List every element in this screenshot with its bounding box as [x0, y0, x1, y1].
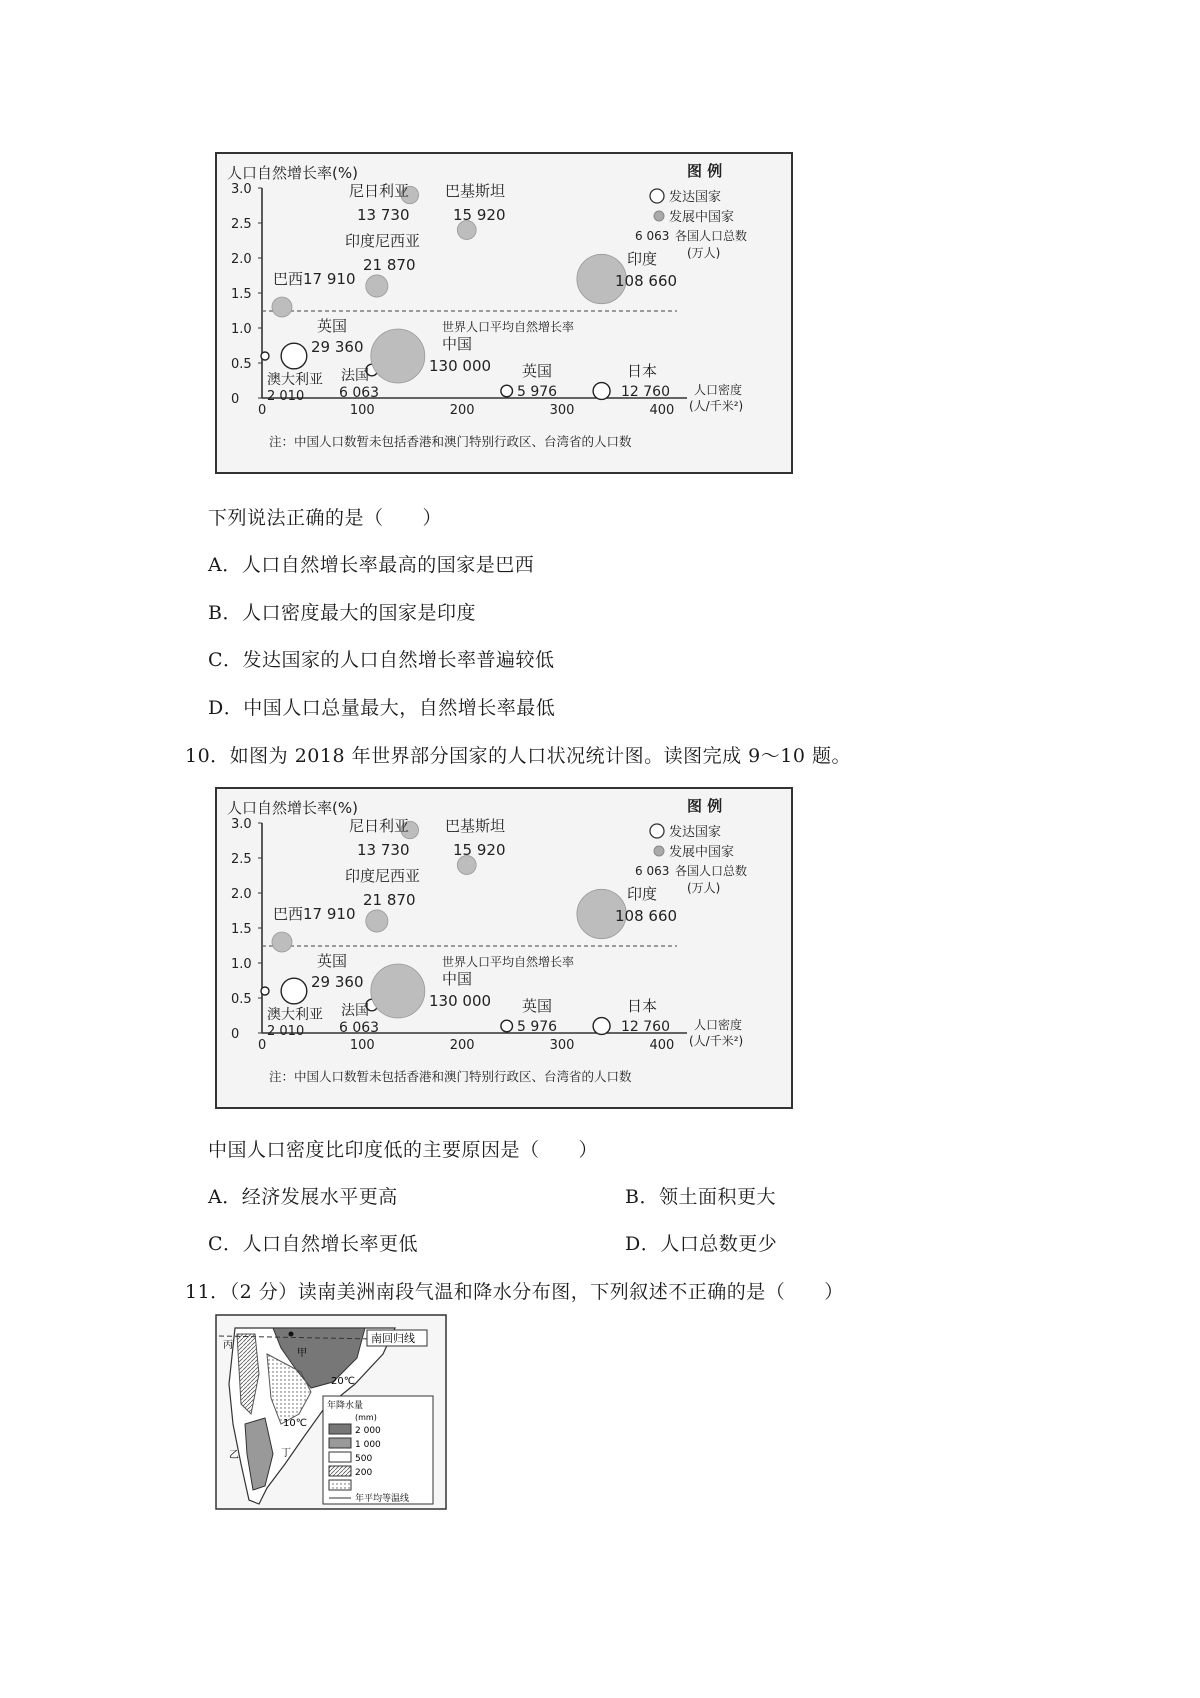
legend-developing-label: 发展中国家 — [669, 845, 735, 860]
label-australia-pop: 2 010 — [267, 1024, 305, 1039]
label-japan-pop: 12 760 — [621, 1019, 670, 1035]
point-ding: 丁 — [281, 1448, 291, 1459]
label-china-pop: 130 000 — [429, 992, 492, 1010]
x-tick-label: 300 — [549, 403, 575, 418]
label-uk: 英国 — [522, 997, 553, 1015]
x-axis-title-1: 人口密度 — [694, 1018, 743, 1032]
q10-title: 10．如图为 2018 年世界部分国家的人口状况统计图。读图完成 9～10 题。 — [185, 745, 851, 767]
legend-size-value: 6 063 — [635, 229, 670, 243]
population-chart-svg — [217, 154, 791, 472]
label-australia: 澳大利亚 — [267, 372, 323, 388]
label-indonesia-pop: 21 870 — [363, 891, 416, 909]
map-legend-200: 200 — [355, 1468, 373, 1478]
legend-title: 图 例 — [687, 797, 723, 815]
map-legend-2000: 2 000 — [355, 1426, 381, 1436]
population-figure-1 — [215, 152, 793, 474]
label-india-pop: 108 660 — [615, 272, 678, 290]
label-india-pop: 108 660 — [615, 907, 678, 925]
label-pakistan: 巴基斯坦 — [445, 182, 506, 200]
map-legend-isotherm: 年平均等温线 — [355, 1494, 410, 1504]
q10-option-b[interactable]: B．领土面积更大 — [625, 1186, 776, 1208]
x-tick-label: 300 — [549, 1038, 575, 1053]
bubble-developing — [366, 910, 388, 932]
population-chart-svg — [217, 789, 791, 1107]
label-france-pop: 6 063 — [339, 1020, 380, 1036]
y-tick-label: 1.5 — [231, 922, 252, 937]
label-india: 印度 — [627, 250, 658, 268]
q9-option-a[interactable]: A．人口自然增长率最高的国家是巴西 — [208, 554, 535, 576]
y-tick-label: 0.5 — [231, 357, 252, 372]
label-pakistan-pop: 15 920 — [453, 206, 506, 224]
q9-option-c[interactable]: C．发达国家的人口自然增长率普遍较低 — [208, 649, 555, 671]
x-axis-title-2: (人/千米²) — [689, 1034, 744, 1048]
x-tick-label: 100 — [349, 1038, 375, 1053]
y-axis-title: 人口自然增长率(%) — [227, 799, 358, 817]
tropic-label: 南回归线 — [371, 1332, 415, 1345]
label-india: 印度 — [627, 885, 658, 903]
label-brazil: 巴西17 910 — [273, 270, 356, 288]
y-tick-label: 2.0 — [231, 252, 252, 267]
legend-developed-label: 发达国家 — [669, 825, 722, 840]
bubble-developing — [371, 329, 425, 383]
world-average-label: 世界人口平均自然增长率 — [442, 955, 575, 969]
legend-developing-marker — [654, 846, 664, 856]
bubble-developing — [272, 932, 292, 952]
chart-note: 注：中国人口数暂未包括香港和澳门特别行政区、台湾省的人口数 — [269, 434, 632, 449]
y-tick-label: 2.5 — [231, 217, 252, 232]
legend-size-text: 各国人口总数 — [675, 229, 748, 243]
label-france: 法国 — [341, 1003, 369, 1019]
population-figure-2 — [215, 787, 793, 1109]
legend-size-unit: (万人) — [687, 246, 721, 260]
label-uk-pop: 5 976 — [517, 384, 558, 400]
chart-note: 注：中国人口数暂未包括香港和澳门特别行政区、台湾省的人口数 — [269, 1069, 632, 1084]
legend-size-value: 6 063 — [635, 864, 670, 878]
q10-option-d[interactable]: D．人口总数更少 — [625, 1233, 778, 1255]
y-tick-label: 2.5 — [231, 852, 252, 867]
legend-size-unit: (万人) — [687, 881, 721, 895]
bubble-developed — [261, 352, 269, 360]
y-tick-label: 0 — [231, 392, 240, 407]
q9-option-b[interactable]: B．人口密度最大的国家是印度 — [208, 602, 476, 624]
legend-developed-marker — [650, 189, 664, 203]
isotherm-10-label: 10℃ — [283, 1418, 307, 1429]
legend-developing-label: 发展中国家 — [669, 210, 735, 225]
label-france-pop: 6 063 — [339, 385, 380, 401]
label-japan-pop: 12 760 — [621, 384, 670, 400]
label-usa: 英国 — [317, 952, 348, 970]
point-bing: 丙 — [223, 1340, 233, 1351]
legend-developing-marker — [654, 211, 664, 221]
map-legend-500: 500 — [355, 1454, 373, 1464]
x-axis-title-2: (人/千米²) — [689, 399, 744, 413]
map-legend-unit: (mm) — [355, 1413, 377, 1422]
y-tick-label: 3.0 — [231, 182, 252, 197]
q10-option-c[interactable]: C．人口自然增长率更低 — [208, 1233, 419, 1255]
bubble-developing — [366, 275, 388, 297]
y-tick-label: 3.0 — [231, 817, 252, 832]
bubble-developing — [272, 297, 292, 317]
map-legend-title: 年降水量 — [327, 1401, 364, 1411]
label-pakistan: 巴基斯坦 — [445, 817, 506, 835]
label-australia-pop: 2 010 — [267, 389, 305, 404]
label-indonesia: 印度尼西亚 — [345, 232, 421, 250]
bubble-developed — [593, 383, 610, 400]
x-tick-label: 200 — [449, 1038, 475, 1053]
label-nigeria: 尼日利亚 — [349, 817, 410, 835]
y-tick-label: 1.0 — [231, 322, 252, 337]
isotherm-20-label: 20℃ — [331, 1376, 355, 1387]
y-tick-label: 1.5 — [231, 287, 252, 302]
q9-option-d[interactable]: D．中国人口总量最大，自然增长率最低 — [208, 697, 556, 719]
bubble-developed — [261, 987, 269, 995]
label-uk: 英国 — [522, 362, 553, 380]
world-average-label: 世界人口平均自然增长率 — [442, 320, 575, 334]
bubble-developed — [593, 1018, 610, 1035]
label-usa-pop: 29 360 — [311, 338, 364, 356]
label-nigeria: 尼日利亚 — [349, 182, 410, 200]
bubble-developed — [281, 978, 307, 1004]
label-china: 中国 — [442, 970, 473, 988]
x-tick-label: 100 — [349, 403, 375, 418]
label-china: 中国 — [442, 335, 473, 353]
q10-option-a[interactable]: A．经济发展水平更高 — [208, 1186, 398, 1208]
bubble-developed — [501, 385, 513, 397]
q11-title: 11．（2 分）读南美洲南段气温和降水分布图，下列叙述不正确的是（ ） — [185, 1281, 844, 1303]
y-tick-label: 1.0 — [231, 957, 252, 972]
legend-developed-label: 发达国家 — [669, 190, 722, 205]
q9-stem: 下列说法正确的是（ ） — [208, 507, 443, 529]
label-japan: 日本 — [627, 362, 658, 380]
bubble-developed — [501, 1020, 513, 1032]
x-tick-label: 400 — [649, 403, 675, 418]
legend-title: 图 例 — [687, 162, 723, 180]
bubble-developing — [371, 964, 425, 1018]
point-yi: 乙 — [229, 1450, 239, 1461]
label-france: 法国 — [341, 368, 369, 384]
label-nigeria-pop: 13 730 — [357, 841, 410, 859]
legend-developed-marker — [650, 824, 664, 838]
x-tick-label: 200 — [449, 403, 475, 418]
label-japan: 日本 — [627, 997, 658, 1015]
map-legend-1000: 1 000 — [355, 1440, 381, 1450]
label-usa-pop: 29 360 — [311, 973, 364, 991]
x-axis-title-1: 人口密度 — [694, 383, 743, 397]
label-brazil: 巴西17 910 — [273, 905, 356, 923]
x-tick-label: 400 — [649, 1038, 675, 1053]
x-tick-label: 0 — [258, 403, 267, 418]
label-usa: 英国 — [317, 317, 348, 335]
label-china-pop: 130 000 — [429, 357, 492, 375]
x-tick-label: 0 — [258, 1038, 267, 1053]
label-indonesia: 印度尼西亚 — [345, 867, 421, 885]
south-america-climate-map — [215, 1314, 447, 1510]
label-australia: 澳大利亚 — [267, 1007, 323, 1023]
label-pakistan-pop: 15 920 — [453, 841, 506, 859]
label-indonesia-pop: 21 870 — [363, 256, 416, 274]
y-tick-label: 0 — [231, 1027, 240, 1042]
legend-size-text: 各国人口总数 — [675, 864, 748, 878]
label-uk-pop: 5 976 — [517, 1019, 558, 1035]
point-jia: 甲 — [297, 1348, 307, 1359]
bubble-developed — [281, 343, 307, 369]
y-axis-title: 人口自然增长率(%) — [227, 164, 358, 182]
label-nigeria-pop: 13 730 — [357, 206, 410, 224]
y-tick-label: 2.0 — [231, 887, 252, 902]
q10-stem: 中国人口密度比印度低的主要原因是（ ） — [208, 1139, 599, 1161]
y-tick-label: 0.5 — [231, 992, 252, 1007]
